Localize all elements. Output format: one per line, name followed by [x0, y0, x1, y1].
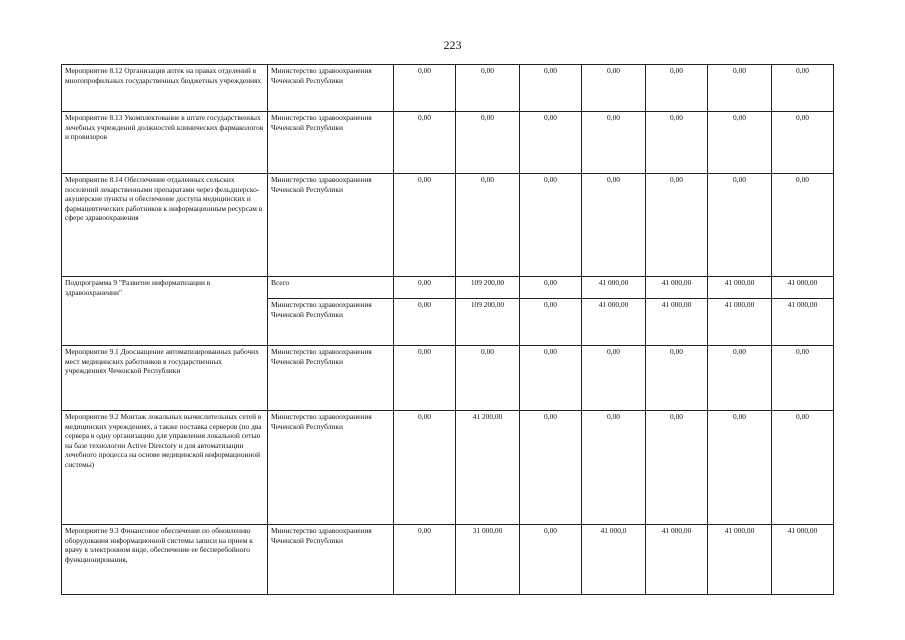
- funding-value-cell: 41 000,00: [646, 299, 708, 346]
- funding-value-cell: 0,00: [708, 411, 772, 525]
- activity-name-cell: Мероприятие 8.12 Организация аптек на правах отделений в многопрофильных государственных бюджетных учреждениях: [62, 65, 268, 112]
- funding-value-cell: 41 000,00: [646, 277, 708, 299]
- funding-value-cell: 0,00: [646, 65, 708, 112]
- funding-value-cell: 109 200,00: [456, 277, 520, 299]
- funding-value-cell: 41 000,0: [582, 525, 646, 595]
- funding-value-cell: 41 000,00: [772, 277, 834, 299]
- funding-value-cell: 41 200,00: [456, 411, 520, 525]
- executor-cell: Министерство здравоохранения Чеченской Республики: [268, 299, 394, 346]
- funding-value-cell: 0,00: [456, 65, 520, 112]
- activity-name-cell: Мероприятие 8.14 Обеспечение отдаленных сельских поселений лекарственными препаратами через фельдшерско-акушерские пункты и обеспечение доступа медицинских и фармацевтических работников к информационным ресурсам в сфере здравоохранения: [62, 174, 268, 277]
- funding-value-cell: 41 000,00: [582, 277, 646, 299]
- funding-value-cell: 0,00: [520, 112, 582, 174]
- activity-name-cell: Мероприятие 8.13 Укомплектование в штате государственных лечебных учреждений должностей клинических фармакологов и провизоров: [62, 112, 268, 174]
- funding-value-cell: 0,00: [520, 525, 582, 595]
- table-row: [62, 277, 834, 299]
- activity-name-cell: Мероприятие 9.2 Монтаж локальных вычислительных сетей в медицинских учреждениях, а также поставка серверов (по два сервера в одну организацию для управления локальной сетью на базе технологии Active Directory и для автоматизации лечебного процесса на основе медицинской информационной системы): [62, 411, 268, 525]
- executor-cell: Министерство здравоохранения Чеченской Республики: [268, 411, 394, 525]
- funding-value-cell: 0,00: [520, 277, 582, 299]
- funding-value-cell: 0,00: [520, 299, 582, 346]
- executor-cell: Всего: [268, 277, 394, 299]
- funding-value-cell: 0,00: [394, 346, 456, 411]
- table-row: [62, 411, 834, 525]
- table-row: [62, 525, 834, 595]
- funding-value-cell: 31 000,00: [456, 525, 520, 595]
- funding-value-cell: 0,00: [708, 346, 772, 411]
- funding-value-cell: 0,00: [520, 174, 582, 277]
- funding-value-cell: 0,00: [394, 65, 456, 112]
- funding-value-cell: 0,00: [582, 411, 646, 525]
- funding-value-cell: 0,00: [582, 174, 646, 277]
- funding-value-cell: 0,00: [772, 174, 834, 277]
- funding-value-cell: 0,00: [394, 299, 456, 346]
- funding-value-cell: 0,00: [456, 346, 520, 411]
- funding-value-cell: 0,00: [582, 346, 646, 411]
- funding-value-cell: 0,00: [456, 174, 520, 277]
- funding-value-cell: 0,00: [772, 411, 834, 525]
- activity-name-cell: Мероприятие 9.1 Дооснащение автоматизированных рабочих мест медицинских работников в государственных учреждениях Чеченской Республики: [62, 346, 268, 411]
- funding-value-cell: 0,00: [520, 346, 582, 411]
- funding-value-cell: 41 000,00: [582, 299, 646, 346]
- funding-value-cell: 0,00: [708, 65, 772, 112]
- funding-value-cell: 0,00: [582, 112, 646, 174]
- executor-cell: Министерство здравоохранения Чеченской Республики: [268, 525, 394, 595]
- funding-value-cell: 41 000,00: [772, 525, 834, 595]
- funding-value-cell: 41 000,00: [708, 299, 772, 346]
- funding-value-cell: 0,00: [394, 174, 456, 277]
- table-row: [62, 346, 834, 411]
- funding-value-cell: 41 000,00: [708, 525, 772, 595]
- funding-value-cell: 0,00: [646, 174, 708, 277]
- funding-value-cell: 41 000,00: [708, 277, 772, 299]
- funding-value-cell: 0,00: [708, 174, 772, 277]
- funding-value-cell: 0,00: [708, 112, 772, 174]
- funding-value-cell: 41 000,00: [772, 299, 834, 346]
- funding-value-cell: 0,00: [772, 65, 834, 112]
- table-row: [62, 112, 834, 174]
- funding-value-cell: 0,00: [394, 112, 456, 174]
- funding-value-cell: 0,00: [394, 525, 456, 595]
- page-number: 223: [443, 38, 462, 52]
- executor-cell: Министерство здравоохранения Чеченской Республики: [268, 174, 394, 277]
- funding-value-cell: 0,00: [646, 112, 708, 174]
- funding-value-cell: 0,00: [394, 411, 456, 525]
- funding-value-cell: 0,00: [582, 65, 646, 112]
- funding-value-cell: 0,00: [772, 346, 834, 411]
- table-body: [62, 65, 834, 595]
- funding-value-cell: 41 000,00: [646, 525, 708, 595]
- funding-value-cell: 0,00: [772, 112, 834, 174]
- table-row: [62, 174, 834, 277]
- executor-cell: Министерство здравоохранения Чеченской Республики: [268, 65, 394, 112]
- funding-value-cell: 0,00: [456, 112, 520, 174]
- activity-name-cell: Мероприятие 9.3 Финансовое обеспечение по обновлению оборудования информационной системы записи на прием к врачу в электронном виде, обеспечение ее бесперебойного функционирования,: [62, 525, 268, 595]
- funding-value-cell: 0,00: [646, 411, 708, 525]
- table-row: [62, 65, 834, 112]
- activity-name-cell: Подпрограмма 9 "Развитие информатизации в здравоохранении": [62, 277, 268, 346]
- funding-value-cell: 0,00: [394, 277, 456, 299]
- funding-value-cell: 0,00: [646, 346, 708, 411]
- funding-value-cell: 0,00: [520, 411, 582, 525]
- executor-cell: Министерство здравоохранения Чеченской Республики: [268, 112, 394, 174]
- executor-cell: Министерство здравоохранения Чеченской Республики: [268, 346, 394, 411]
- budget-table: [61, 64, 834, 595]
- funding-value-cell: 0,00: [520, 65, 582, 112]
- funding-value-cell: 109 200,00: [456, 299, 520, 346]
